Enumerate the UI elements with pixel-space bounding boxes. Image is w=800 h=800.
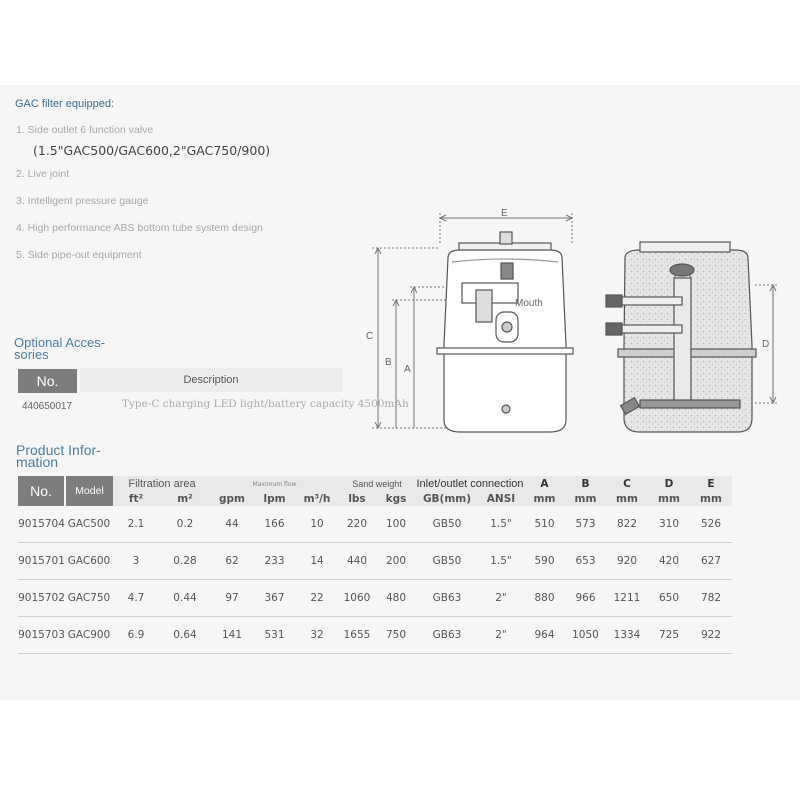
filter-section-view — [606, 242, 756, 432]
table-cell: GB50 — [416, 506, 478, 543]
table-cell: GAC900 — [65, 617, 113, 654]
table-cell: 964 — [524, 617, 565, 654]
table-cell: 3 — [113, 543, 159, 580]
table-cell: 0.44 — [159, 580, 211, 617]
header-model: Model — [65, 476, 113, 506]
table-cell: 480 — [376, 580, 416, 617]
table-cell: 526 — [690, 506, 732, 543]
product-title — [16, 444, 101, 468]
unit-cell: gpm — [211, 492, 253, 506]
table-row — [18, 543, 732, 580]
table-row — [18, 617, 732, 654]
dim-label-d: D — [762, 339, 770, 350]
unit-cell: GB(mm) — [416, 492, 478, 506]
table-cell: 100 — [376, 506, 416, 543]
table-cell: GAC750 — [65, 580, 113, 617]
table-cell: 4.7 — [113, 580, 159, 617]
table-cell: 0.64 — [159, 617, 211, 654]
table-cell: 1211 — [606, 580, 648, 617]
table-cell: 650 — [648, 580, 690, 617]
product-table — [18, 476, 732, 654]
table-cell: 367 — [253, 580, 296, 617]
unit-cell: mm — [524, 492, 565, 506]
table-cell: 97 — [211, 580, 253, 617]
table-cell: 782 — [690, 580, 732, 617]
unit-cell: lbs — [338, 492, 376, 506]
header-d: D — [648, 476, 690, 492]
table-cell: 9015701 — [18, 543, 65, 580]
table-cell: 1655 — [338, 617, 376, 654]
header-sand-weight: Sand weight — [338, 476, 416, 492]
table-units-row — [18, 492, 732, 506]
accessories-title-line: sories — [14, 347, 49, 362]
table-cell: 725 — [648, 617, 690, 654]
product-title-line: Product Infor- — [16, 442, 101, 458]
table-cell: 141 — [211, 617, 253, 654]
unit-cell: mm — [565, 492, 606, 506]
table-cell: 200 — [376, 543, 416, 580]
table-cell: 590 — [524, 543, 565, 580]
accessories-title-line: Optional Acces- — [14, 335, 106, 350]
features-title: GAC filter equipped: — [15, 98, 115, 110]
table-cell: 9015704 — [18, 506, 65, 543]
table-cell: 9015702 — [18, 580, 65, 617]
header-c: C — [606, 476, 648, 492]
table-cell: 310 — [648, 506, 690, 543]
unit-cell: ANSI — [478, 492, 524, 506]
product-title-line: mation — [16, 454, 59, 470]
header-connection: Inlet/outlet connection — [416, 478, 524, 490]
table-cell: 922 — [690, 617, 732, 654]
feature-item: 4. High performance ABS bottom tube system design — [16, 222, 263, 234]
unit-cell: m² — [159, 492, 211, 506]
unit-cell: mm — [690, 492, 732, 506]
mouth-label: Mouth — [515, 298, 543, 309]
table-cell: 2" — [478, 580, 524, 617]
dim-label-e: E — [501, 208, 508, 219]
table-cell: 10 — [296, 506, 338, 543]
table-cell: 220 — [338, 506, 376, 543]
table-cell: 2" — [478, 617, 524, 654]
unit-cell: lpm — [253, 492, 296, 506]
table-cell: GB63 — [416, 580, 478, 617]
feature-item: 1. Side outlet 6 function valve — [16, 124, 154, 136]
table-cell: 822 — [606, 506, 648, 543]
table-cell: 1060 — [338, 580, 376, 617]
filter-front-view — [437, 232, 573, 432]
accessories-title — [14, 337, 105, 361]
table-cell: 22 — [296, 580, 338, 617]
table-cell: 0.2 — [159, 506, 211, 543]
table-cell: 9015703 — [18, 617, 65, 654]
table-cell: 531 — [253, 617, 296, 654]
table-cell: 920 — [606, 543, 648, 580]
accessory-description: Type-C charging LED light/battery capacity 4500mAh — [122, 398, 409, 410]
table-cell: 6.9 — [113, 617, 159, 654]
header-e: E — [690, 476, 732, 492]
unit-cell: ft² — [113, 492, 159, 506]
table-cell: GAC500 — [65, 506, 113, 543]
feature-item: 5. Side pipe-out equipment — [16, 249, 142, 261]
table-header-row — [18, 476, 732, 492]
unit-cell: kgs — [376, 492, 416, 506]
table-row — [18, 580, 732, 617]
accessory-number: 440650017 — [22, 401, 73, 412]
valve-models: (1.5"GAC500/GAC600,2"GAC750/900) — [33, 143, 271, 158]
dim-label-b: B — [385, 357, 392, 368]
feature-item: 3. Intelligent pressure gauge — [16, 195, 149, 207]
accessories-col-no: No. — [18, 369, 77, 393]
table-cell: 1.5" — [478, 543, 524, 580]
dim-label-c: C — [366, 331, 374, 342]
dim-label-a: A — [404, 364, 411, 375]
table-cell: 62 — [211, 543, 253, 580]
table-cell: GAC600 — [65, 543, 113, 580]
table-cell: 2.1 — [113, 506, 159, 543]
header-filtration-area: Filtration area — [113, 476, 211, 492]
unit-cell: m³/h — [296, 492, 338, 506]
table-cell: 510 — [524, 506, 565, 543]
accessories-col-description: Description — [80, 368, 342, 392]
table-row — [18, 506, 732, 543]
header-no: No. — [18, 476, 65, 506]
table-cell: 750 — [376, 617, 416, 654]
table-cell: 32 — [296, 617, 338, 654]
header-b: B — [565, 476, 606, 492]
unit-cell: mm — [606, 492, 648, 506]
table-cell: 627 — [690, 543, 732, 580]
table-cell: GB50 — [416, 543, 478, 580]
table-cell: 1050 — [565, 617, 606, 654]
table-cell: 1.5" — [478, 506, 524, 543]
table-cell: 1334 — [606, 617, 648, 654]
table-cell: 573 — [565, 506, 606, 543]
table-cell: 966 — [565, 580, 606, 617]
table-cell: GB63 — [416, 617, 478, 654]
header-max-flow: Maximum flow — [211, 476, 338, 492]
table-cell: 440 — [338, 543, 376, 580]
table-cell: 653 — [565, 543, 606, 580]
unit-cell: mm — [648, 492, 690, 506]
table-cell: 14 — [296, 543, 338, 580]
table-cell: 880 — [524, 580, 565, 617]
feature-item: 2. Live joint — [16, 168, 70, 180]
table-cell: 233 — [253, 543, 296, 580]
table-cell: 44 — [211, 506, 253, 543]
table-cell: 166 — [253, 506, 296, 543]
table-cell: 0.28 — [159, 543, 211, 580]
header-a: A — [524, 476, 565, 492]
table-cell: 420 — [648, 543, 690, 580]
filter-diagram — [350, 195, 800, 445]
